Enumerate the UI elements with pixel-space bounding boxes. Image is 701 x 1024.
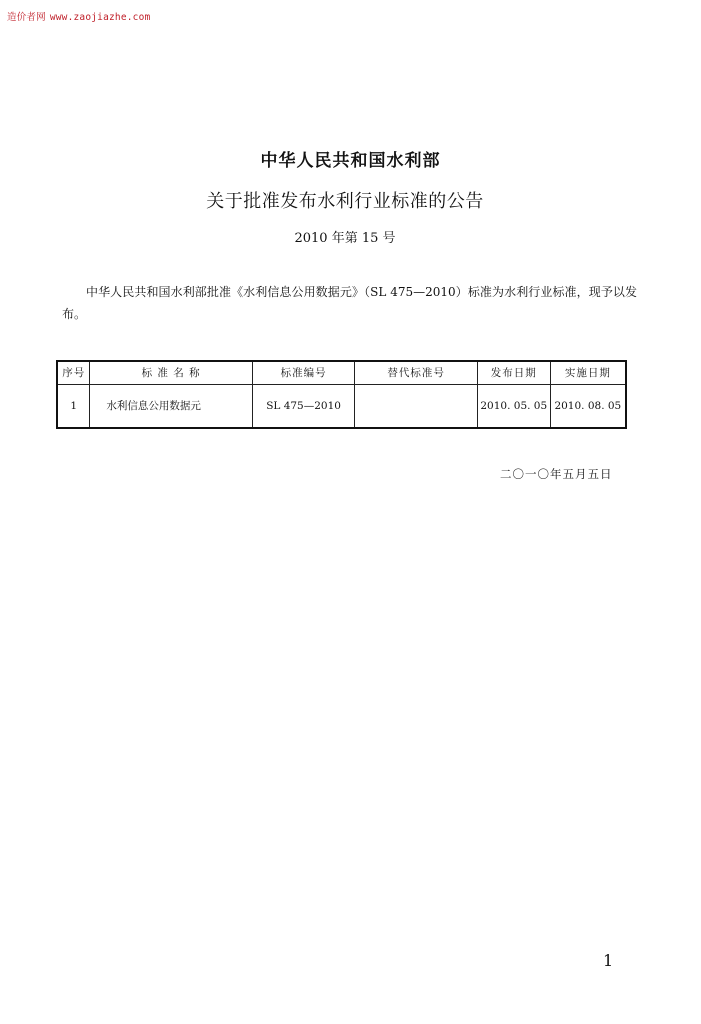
- issuer-title: 中华人民共和国水利部: [260, 151, 441, 171]
- row-effective-date: 2010. 08. 05: [550, 384, 626, 428]
- header-publish-date: 发布日期: [477, 361, 550, 384]
- row-code: SL 475—2010: [252, 384, 355, 428]
- header-name: 标 准 名 称: [90, 361, 252, 384]
- watermark-name: 造价者网: [7, 12, 46, 23]
- table-header-row: [57, 361, 626, 384]
- announcement-date: 二〇一〇年五月五日: [500, 467, 613, 481]
- header-effective-date: 实施日期: [550, 361, 626, 384]
- announcement-number: 2010 年第 15 号: [294, 231, 396, 246]
- row-replaces: [355, 384, 477, 428]
- page-number: 1: [603, 951, 614, 970]
- header-code: 标准编号: [252, 361, 355, 384]
- header-index: 序号: [57, 361, 90, 384]
- row-publish-date: 2010. 05. 05: [477, 384, 550, 428]
- watermark: [7, 9, 150, 23]
- standards-table: [56, 360, 627, 429]
- row-index: 1: [57, 384, 90, 428]
- announcement-title: 关于批准发布水利行业标准的公告: [206, 191, 484, 212]
- header-replaces: 替代标准号: [355, 361, 477, 384]
- row-name: 水利信息公用数据元: [90, 384, 252, 428]
- announcement-body: 中华人民共和国水利部批准《水利信息公用数据元》（SL 475—2010）标准为水利行业标准，现予以发布。: [62, 285, 637, 321]
- table-row: [57, 384, 626, 428]
- watermark-site: www.zaojiazhe.com: [49, 12, 151, 23]
